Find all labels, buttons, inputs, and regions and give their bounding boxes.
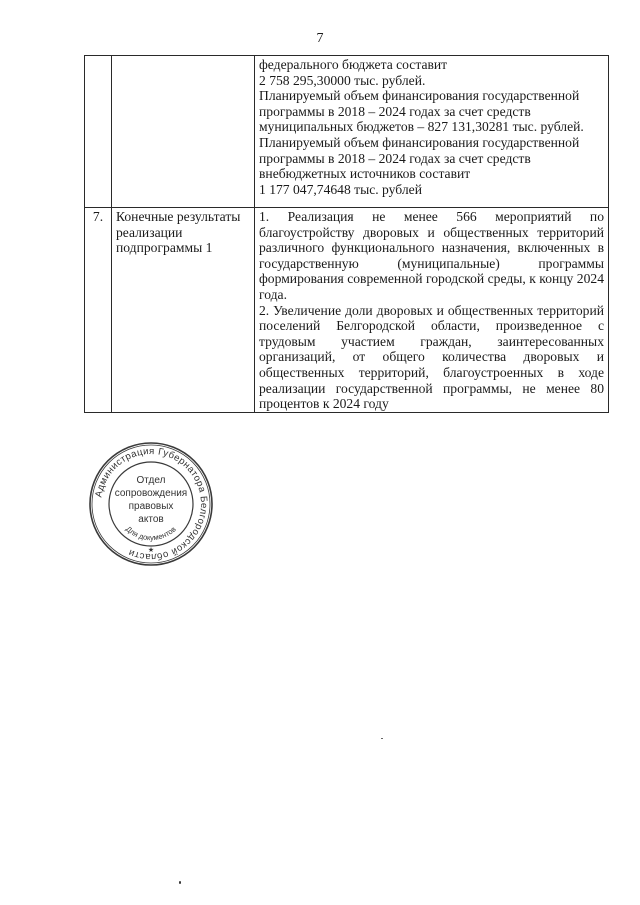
svg-text:Отдел: Отдел	[136, 475, 166, 486]
stamp-seal-icon	[87, 440, 215, 568]
row-label-line: реализации	[116, 224, 183, 240]
page-number: 7	[316, 31, 324, 46]
row-label-line: Конечные результаты	[116, 209, 241, 224]
svg-text:Администрация Губернатора Белг: Администрация Губернатора Белгородской области	[93, 445, 210, 563]
content-line: 2 758 295,30000 тыс. рублей.	[259, 72, 426, 88]
svg-text:правовых: правовых	[128, 501, 174, 512]
speck-mark	[179, 881, 181, 884]
document-table	[84, 55, 609, 413]
content-line: 1 177 047,74648 тыс. рублей	[259, 181, 422, 197]
results-content-cell	[255, 208, 609, 413]
row-label-line: подпрограммы 1	[116, 240, 213, 256]
official-stamp	[87, 440, 215, 568]
content-line: Планируемый объем финансирования государственной	[259, 134, 580, 150]
table-row-continued	[85, 56, 609, 208]
content-line: программы в 2018 – 2024 годах за счет средств	[259, 150, 531, 166]
content-line: программы в 2018 – 2024 годах за счет средств	[259, 103, 531, 119]
result-item-2: 2. Увеличение доли дворовых и общественных территорий поселений Белгородской области, произведенное с трудовым участием граждан, заинтересованных организаций, от общего количества дворовых и общественных территорий, благоустроенных в ходе реализации государственной программы, не менее 80 процентов к 2024 году	[259, 302, 604, 412]
content-line: Планируемый объем финансирования государственной	[259, 88, 580, 104]
content-line: федерального бюджета составит	[259, 57, 448, 72]
result-item-1: 1. Реализация не менее 566 мероприятий по благоустройству дворовых и общественных территорий различного функционального назначения, включенных в государственную (муниципальные) программы формирования современной городской среды, к концу 2024 года.	[259, 209, 604, 302]
speck-mark	[381, 738, 383, 739]
row-label-cell	[112, 56, 255, 208]
row-number-cell: 7.	[85, 208, 112, 413]
content-line: внебюджетных источников составит	[259, 166, 471, 182]
svg-text:актов: актов	[138, 514, 164, 525]
content-line: муниципальных бюджетов – 827 131,30281 тыс. рублей.	[259, 119, 584, 135]
svg-text:сопровождения: сопровождения	[114, 488, 188, 499]
row-label-cell	[112, 208, 255, 413]
financing-content-cell	[255, 56, 609, 208]
svg-text:★: ★	[147, 546, 155, 554]
row-number-cell	[85, 56, 112, 208]
table-row-7	[85, 208, 609, 413]
svg-text:Для документов: Для документов	[124, 524, 178, 543]
